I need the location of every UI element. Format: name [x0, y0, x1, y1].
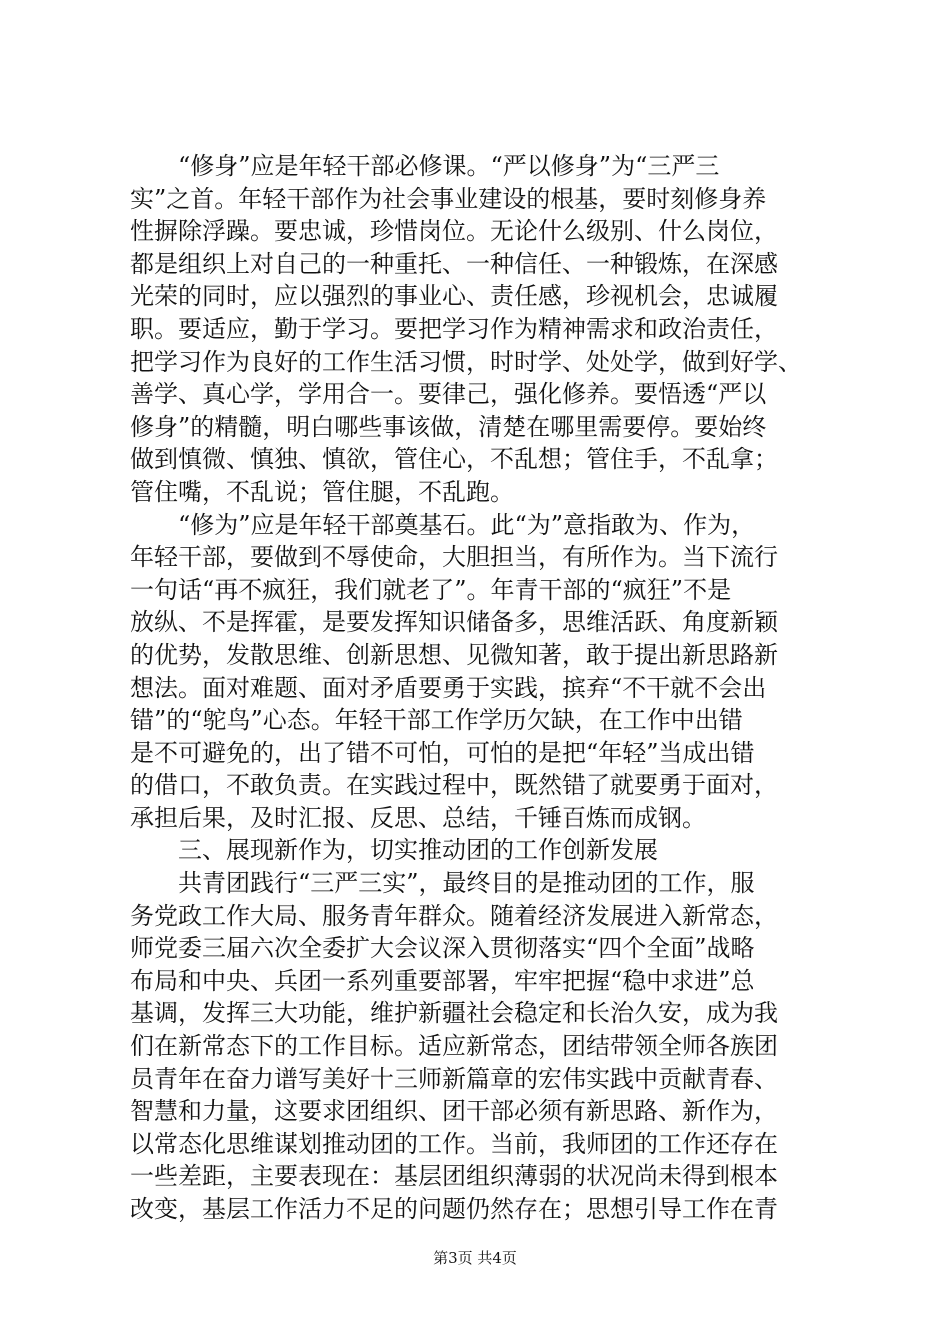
paragraph-line: 都是组织上对自己的一种重托、一种信任、一种锻炼，在深感: [130, 249, 778, 278]
paragraph-line: “修为”应是年轻干部奠基石。此“为”意指敢为、作为，: [178, 510, 756, 539]
paragraph-line: 善学、真心学，学用合一。要律己，强化修养。要悟透“严以: [130, 380, 767, 409]
paragraph-line: 改变，基层工作活力不足的问题仍然存在；思想引导工作在青: [130, 1195, 778, 1223]
paragraph-line: 管住嘴，不乱说；管住腿，不乱跑。: [130, 477, 514, 506]
paragraph-line: 是不可避免的，出了错不可怕，可怕的是把“年轻”当成出错: [130, 738, 755, 767]
paragraph-line: 智慧和力量，这要求团组织、团干部必须有新思路、新作为，: [130, 1097, 778, 1126]
paragraph-line: 布局和中央、兵团一系列重要部署，牢牢把握“稳中求进”总: [130, 966, 755, 995]
paragraph-line: 年轻干部，要做到不辱使命，大胆担当，有所作为。当下流行: [130, 543, 778, 572]
paragraph-line: 以常态化思维谋划推动团的工作。当前，我师团的工作还存在: [130, 1129, 778, 1158]
paragraph-line: 把学习作为良好的工作生活习惯，时时学、处处学，做到好学、: [130, 347, 802, 376]
paragraph-line: 一句话“再不疯狂，我们就老了”。年青干部的“疯狂”不是: [130, 575, 732, 604]
paragraph-line: 的优势，发散思维、创新思想、见微知著，敢于提出新思路新: [130, 640, 778, 669]
paragraph-line: 光荣的同时，应以强烈的事业心、责任感，珍视机会，忠诚履: [130, 282, 778, 311]
paragraph-line: 承担后果，及时汇报、反思、总结，千锤百炼而成钢。: [130, 803, 706, 832]
paragraph-line: 想法。面对难题、面对矛盾要勇于实践，摈弃“不干就不会出: [130, 673, 767, 702]
paragraph-line: 的借口，不敢负责。在实践过程中，既然错了就要勇于面对，: [130, 771, 778, 800]
paragraph-line: 员青年在奋力谱写美好十三师新篇章的宏伟实践中贡献青春、: [130, 1064, 778, 1093]
page-number-footer: 第3页 共4页: [433, 1249, 517, 1267]
paragraph-line: 放纵、不是挥霍，是要发挥知识储备多，思维活跃、角度新颖: [130, 608, 778, 637]
paragraph-line: 做到慎微、慎独、慎欲，管住心，不乱想；管住手，不乱拿；: [130, 445, 778, 474]
paragraph-line: 一些差距，主要表现在：基层团组织薄弱的状况尚未得到根本: [130, 1162, 778, 1191]
paragraph-line: 修身”的精髓，明白哪些事该做，清楚在哪里需要停。要始终: [130, 412, 767, 441]
paragraph-line: 性摒除浮躁。要忠诚，珍惜岗位。无论什么级别、什么岗位，: [130, 217, 778, 246]
paragraph-line: 基调，发挥三大功能，维护新疆社会稳定和长治久安，成为我: [130, 999, 778, 1028]
paragraph-line: 师党委三届六次全委扩大会议深入贯彻落实“四个全面”战略: [130, 934, 755, 963]
document-body: [130, 150, 830, 1226]
paragraph-line: 共青团践行“三严三实”，最终目的是推动团的工作，服: [178, 869, 755, 898]
paragraph-line: 职。要适应，勤于学习。要把学习作为精神需求和政治责任，: [130, 314, 778, 343]
paragraph-line: 务党政工作大局、服务青年群众。随着经济发展进入新常态，: [130, 901, 778, 930]
paragraph-line: 错”的“鸵鸟”心态。年轻干部工作学历欠缺，在工作中出错: [130, 706, 743, 735]
paragraph-line: 实”之首。年轻干部作为社会事业建设的根基，要时刻修身养: [130, 184, 767, 213]
section-heading: 三、展现新作为，切实推动团的工作创新发展: [178, 836, 658, 865]
paragraph-line: 们在新常态下的工作目标。适应新常态，团结带领全师各族团: [130, 1032, 778, 1061]
paragraph-line: “修身”应是年轻干部必修课。“严以修身”为“三严三: [178, 152, 720, 180]
